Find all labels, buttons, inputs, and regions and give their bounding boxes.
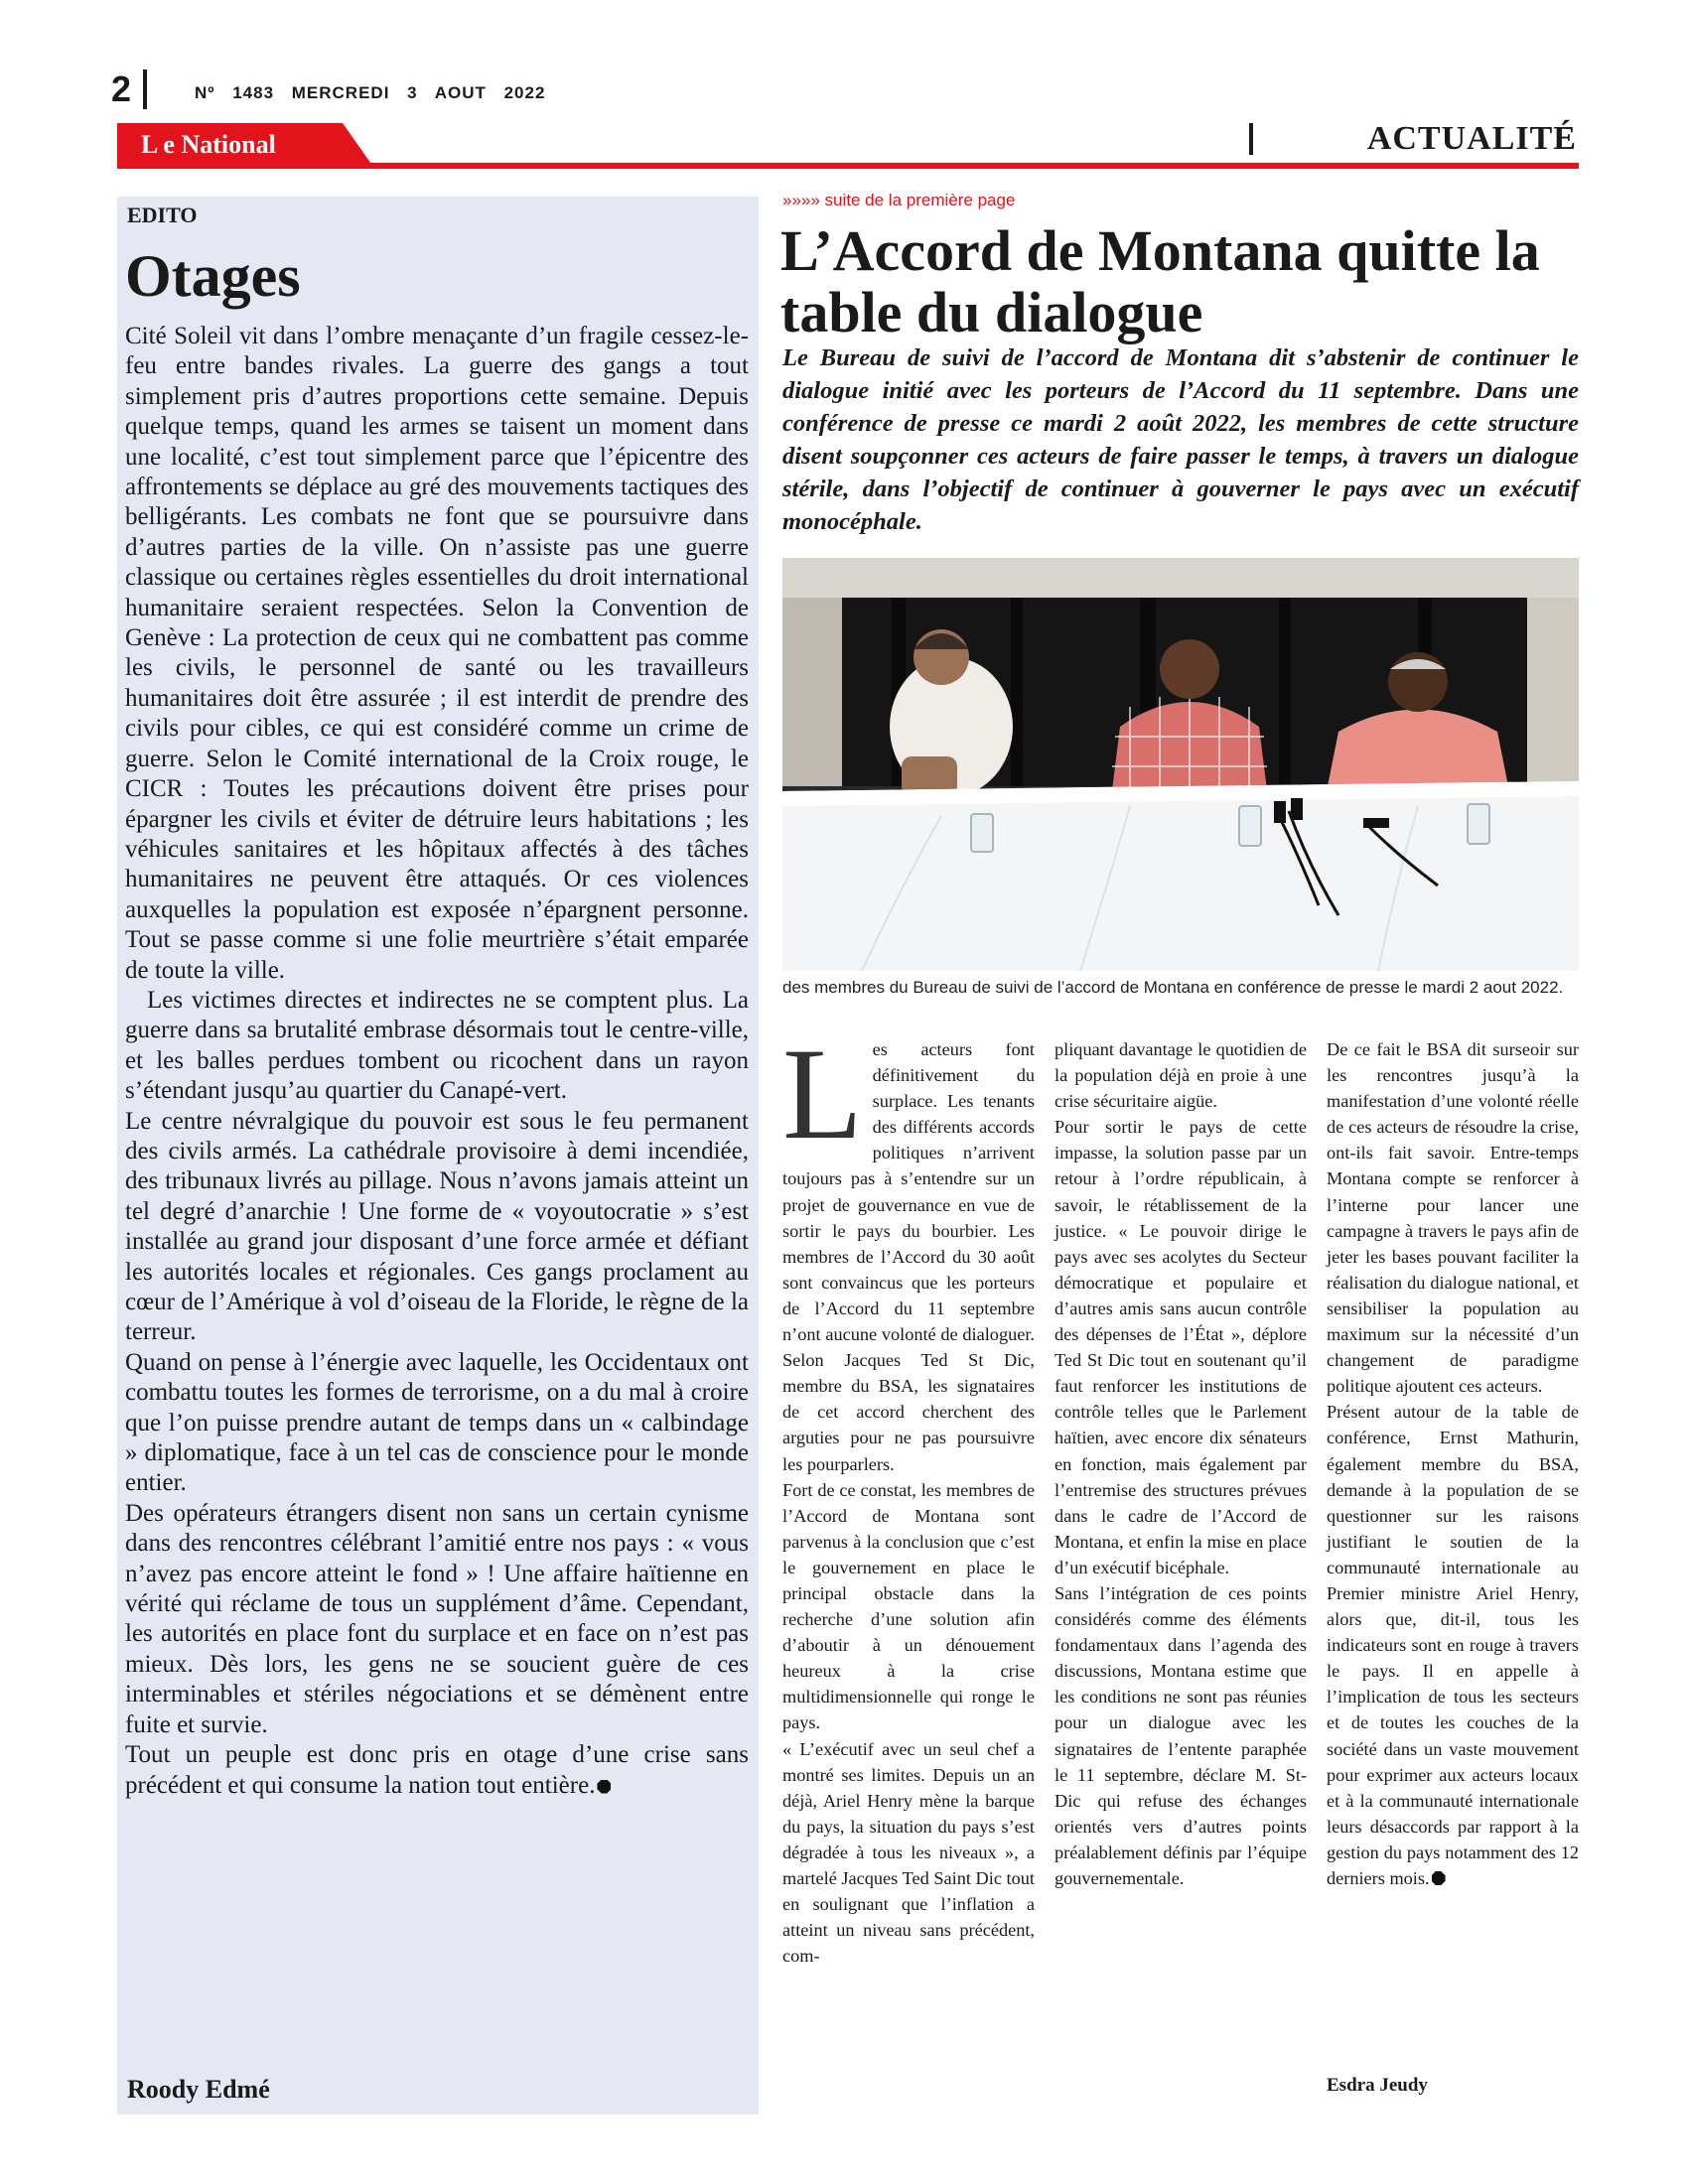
edito-author: Roody Edmé [127, 2075, 270, 2104]
article-column-2 [1055, 1036, 1307, 1891]
article-paragraph [782, 1021, 1035, 1477]
article-paragraph-text: Présent autour de la table de conférence, Ernst Mathurin, également membre du BSA, demande à la population de se questionner sur les raisons justifiant le soutien de la communauté internationale au Premier ministre Ariel Henry, alors que, dit-il, tous les indicateurs sont en rouge à travers le pays. Il en appelle à l’implication de tous les secteurs et de toutes les couches de la société dans un vaste mouvement pour exprimer aux acteurs locaux et à la communauté internationale leurs désaccords par rapport à la gestion du pays notamment des 12 derniers mois. [1327, 1402, 1579, 1888]
section-divider [1249, 123, 1253, 155]
article-paragraph: « L’exécutif avec un seul chef a montré ses limites. Depuis un an déjà, Ariel Henry mène la barque du pays, la situation du pays s’est dégradée à tous les niveaux », a martelé Jacques Ted Saint Dic tout en soulignant que l’inflation a atteint un niveau sans précédent, com- [782, 1738, 1035, 1967]
article-paragraph: De ce fait le BSA dit surseoir sur les rencontres jusqu’à la manifestation d’une volonté réelle de ces acteurs de résoudre la crise, ont-ils fait savoir. Entre-temps Montana compte se renforcer à l’interne pour lancer une campagne à travers le pays afin de jeter les bases pouvant faciliter la réalisation du dialogue national, et sensibiliser la population au maximum sur la nécessité d’un changement de paradigme politique ajoutent ces acteurs. [1327, 1039, 1579, 1397]
edito-paragraph-text: Tout un peuple est donc pris en otage d’une crise sans précédent et qui consume la nation tout entière. [125, 1741, 749, 1799]
edito-paragraph: Quand on pense à l’énergie avec laquelle, les Occidentaux ont combattu toutes les formes de terrorisme, on a du mal à croire que l’on puisse prendre autant de temps dans un « calbindage » diplomatique, face à un tel cas de conscience pour le monde entier. [125, 1348, 749, 1497]
edito-paragraph: Le centre névralgique du pouvoir est sous le feu permanent des civils armés. La cathédrale provisoire à demi incendiée, des tribunaux livrés au pillage. Nous n’avons jamais atteint un tel degré d’anarchie ! Une forme de « voyoutocratie » s’est installée au grand jour disposant d’une force armée et défiant les autorités locales et régionales. Ces gangs proclament au cœur de l’Amérique à vol d’oiseau de la Floride, le règne de la terreur. [125, 1107, 749, 1346]
article-lede: Le Bureau de suivi de l’accord de Montana dit s’abstenir de continuer le dialogue initié avec les porteurs de l’Accord du 11 septembre. Dans une conférence de presse ce mardi 2 août 2022, les membres de cette structure disent soupçonner ces acteurs de faire passer le temps, à travers un dialogue stérile, dans l’objectif de continuer à gouverner le pays avec un exécutif monocéphale. [782, 344, 1579, 535]
article-paragraph: Pour sortir le pays de cette impasse, la solution passe par un retour à l’ordre républicain, à savoir, le rétablissement de la justice. « Le pouvoir dirige le pays avec ses acolytes du Secteur démocratique et populaire et d’autres amis sans aucun contrôle des dépenses de l’État », déplore Ted St Dic tout en soutenant qu’il faut renforcer les institutions de contrôle telles que le Parlement haïtien, avec encore dix sénateurs en fonction, mais également par l’entremise des structures prévues dans le cadre de l’Accord de Montana, et enfin la mise en place d’un exécutif bicéphale. [1055, 1117, 1307, 1577]
drop-cap: L [782, 1021, 863, 1166]
article-column-3 [1327, 1036, 1579, 1891]
photo-caption: des membres du Bureau de suivi de l’accord de Montana en conférence de presse le mardi 2 aout 2022. [782, 978, 1564, 997]
press-conference-illustration [782, 558, 1579, 971]
article-column-1 [782, 1021, 1035, 1969]
press-conference-photo [782, 558, 1579, 971]
edito-label: EDITO [127, 203, 198, 227]
edito-body [125, 322, 749, 1801]
edito-paragraph: Les victimes directes et indirectes ne se comptent plus. La guerre dans sa brutalité embrase désormais tout le centre-ville, et les balles perdues tombent ou ricochent dans un rayon s’étendant jusqu’au quartier du Canapé-vert. [125, 986, 749, 1105]
article-headline: L’Accord de Montana quitte la table du dialogue [780, 218, 1540, 344]
article-paragraph: Fort de ce constat, les membres de l’Accord de Montana sont parvenus à la conclusion que c’est le gouvernement en place le principal obstacle dans la recherche d’une solution afin d’aboutir à un dénouement heureux à la crise multidimensionnelle qui ronge le pays. [782, 1479, 1035, 1733]
end-mark-icon [1432, 1871, 1446, 1885]
article-paragraph: Sans l’intégration de ces points considérés comme des éléments fondamentaux dans l’agenda des discussions, Montana estime que les conditions ne sont pas réunies pour un dialogue avec les signataires de l’entente paraphée le 11 septembre, déclare M. St-Dic qui refuse des échanges orientés vers d’autres points préalablement définis par l’équipe gouvernementale. [1055, 1582, 1307, 1888]
edito-paragraph-last [125, 1740, 749, 1801]
edito-paragraph: Cité Soleil vit dans l’ombre menaçante d’un fragile cessez-le-feu entre bandes rivales. La guerre des gangs a tout simplement pris d’autres proportions cette semaine. Depuis quelque temps, quand les armes se taisent un moment dans une localité, c’est tout simplement parce que l’épicentre des affrontements se déplace au gré des mouvements tactiques des belligérants. Les combats ne font que se poursuivre dans d’autres parties de la ville. On n’assiste pas une guerre classique ou certaines règles essentielles du droit international humanitaire seraient respectées. Selon la Convention de Genève : La protection de ceux qui ne combattent pas comme les civils, le personnel de santé ou les travailleurs humanitaires doit être assurée ; il est interdit de prendre des civils pour cibles, ce qui est considéré comme un crime de guerre. Selon le Comité international de la Croix rouge, le CICR : Toutes les précautions doivent être prises pour épargner les civils et éviter de détruire leurs habitations ; les véhicules sanitaires et les hôpitaux affectés à des tâches humanitaires ne peuvent être attaqués. Or ces violences auxquelles la population est exposée n’épargnent personne. Tout se passe comme si une folie meurtrière s’était emparée de toute la ville. [125, 323, 749, 984]
continued-from-front: »»»» suite de la première page [782, 191, 1016, 209]
article-paragraph-last [1327, 1399, 1579, 1891]
edito-title: Otages [125, 243, 301, 309]
article-paragraph-text: es acteurs font définitivement du surplace. Les tenants des différents accords politiques n’arrivent toujours pas à s’entendre sur un projet de gouvernance en vue de sortir le pays du bourbier. Les membres de l’Accord du 30 août sont convaincus que les porteurs de l’Accord du 11 septembre n’ont aucune volonté de dialoguer. Selon Jacques Ted St Dic, membre du BSA, les signataires de cet accord cherchent des arguties pour ne pas poursuivre les pourparlers. [782, 1039, 1035, 1474]
edito-paragraph: Des opérateurs étrangers disent non sans un certain cynisme dans des rencontres célébrant l’amitié entre nos pays : « vous n’avez pas encore atteint le fond » ! Une affaire haïtienne en vérité qui réclame de tous un supplément d’âme. Cependant, les autorités en place font du surplace et en face on n’est pas mieux. Dès lors, les gens ne se soucient guère de ces interminables et stériles négociations et se démènent entre fuite et survie. [125, 1499, 749, 1738]
page-number: 2 [111, 68, 132, 109]
newspaper-logo: L e National [141, 130, 276, 159]
end-mark-icon [597, 1780, 611, 1794]
page-number-divider [143, 69, 147, 109]
header-rule [117, 163, 1579, 169]
article-author: Esdra Jeudy [1327, 2075, 1428, 2096]
issue-dateline: Nº 1483 MERCREDI 3 AOUT 2022 [195, 83, 546, 102]
article-paragraph: pliquant davantage le quotidien de la population déjà en proie à une crise sécuritaire aigüe. [1055, 1039, 1307, 1112]
section-label: ACTUALITÉ [1366, 120, 1577, 157]
